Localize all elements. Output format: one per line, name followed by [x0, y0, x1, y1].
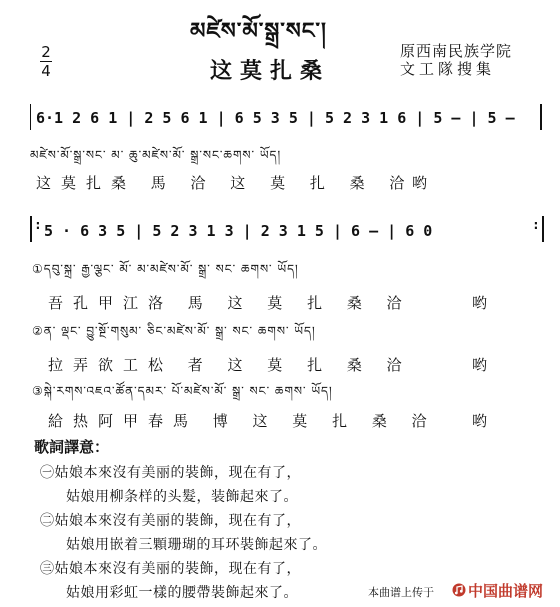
verse3-ending: 哟 — [472, 412, 498, 430]
time-signature-top: 2 — [41, 43, 51, 61]
translation-line-1: ㊀姑娘本來沒有美丽的裝飾，现在有了， — [40, 465, 301, 481]
source-line1: 原西南民族学院 — [400, 42, 513, 60]
music-logo-icon — [452, 583, 466, 597]
footer-upload-note: 本曲谱上传于 — [368, 586, 434, 599]
tibetan-title: མཛེས་མོ་སྒྲ་སང་། — [190, 19, 327, 44]
translation-line-4: 姑娘用嵌着三顆珊瑚的耳环裝飾起來了。 — [66, 537, 327, 553]
verse3-chinese: 給热阿甲春馬 博 这 莫 扎 桑 洽 — [48, 412, 437, 430]
source-credit — [400, 42, 512, 78]
line2-repeat-end — [542, 216, 544, 242]
verse3-tibetan: ③སྐེ་རགས་འཇའ་ཚོན་དམར་ པོ་མཛེས་མོ་ སྒྲ་ སང་ ཆགས་ ཡོད། — [32, 384, 333, 398]
source-line2: 文工隊搜集 — [400, 60, 496, 78]
verse1-ending: 哟 — [472, 294, 498, 312]
time-signature-bottom: 4 — [41, 62, 51, 80]
translation-heading: 歌詞譯意： — [34, 438, 110, 456]
song-title: 这莫扎桑 — [210, 58, 331, 84]
translation-line-6: 姑娘用彩虹一樣的腰帶裝飾起來了。 — [66, 585, 298, 601]
verse1-tibetan: ①དབུ་སྐྲ་ རྒྱ་ལྕང་ མོ་ མ་མཛེས་མོ་ སྒྲ་ སང་ ཆགས་ ཡོད། — [32, 262, 299, 276]
line2-repeat-start — [30, 216, 32, 242]
line2-repeat-dots-end: : — [532, 218, 540, 233]
line1-tibetan: མཛེས་མོ་སྒྲ་སང་ མ་ ཆུ་མཛེས་མོ་ སྒྲ་སང་ཆགས་ ཡོད། — [30, 148, 282, 162]
verse1-chinese: 吾孔甲江洛 馬 这 莫 扎 桑 洽 — [48, 294, 412, 312]
line1-end-barline — [540, 104, 542, 130]
line1-chinese: 这莫扎桑 馬 洽 这 莫 扎 桑 洽 — [36, 174, 415, 192]
footer-site-name[interactable]: 中国曲谱网 — [468, 582, 544, 600]
line1-start-barline — [30, 104, 31, 130]
line1-notation: 6·1 2 6 1 | 2 5 6 1 | 6 5 3 5 | 5 2 3 1 6 | 5 — | 5 — — [36, 109, 515, 127]
verse2-chinese: 拉弄欲工松 者 这 莫 扎 桑 洽 — [48, 356, 412, 374]
line2-notation: 5 · 6 3 5 | 5 2 3 1 3 | 2 3 1 5 | 6 — | 6 0 — [44, 222, 433, 240]
verse2-tibetan: ②ན་ ལྡང་ བྱུ་སྔོ་གསུམ་ ཅིང་མཛེས་མོ་ སྒྲ་ སང་ ཆགས་ ཡོད། — [32, 324, 316, 338]
translation-line-2: 姑娘用柳条样的头髮，装飾起來了。 — [66, 489, 298, 505]
verse2-ending: 哟 — [472, 356, 498, 374]
time-signature — [36, 44, 56, 79]
translation-line-5: ㊂姑娘本來沒有美丽的裝飾，现在有了， — [40, 561, 301, 577]
line2-repeat-dots-start: : — [34, 218, 42, 233]
translation-line-3: ㊁姑娘本來沒有美丽的裝飾，现在有了， — [40, 513, 301, 529]
line1-ending: 哟 — [412, 174, 438, 192]
